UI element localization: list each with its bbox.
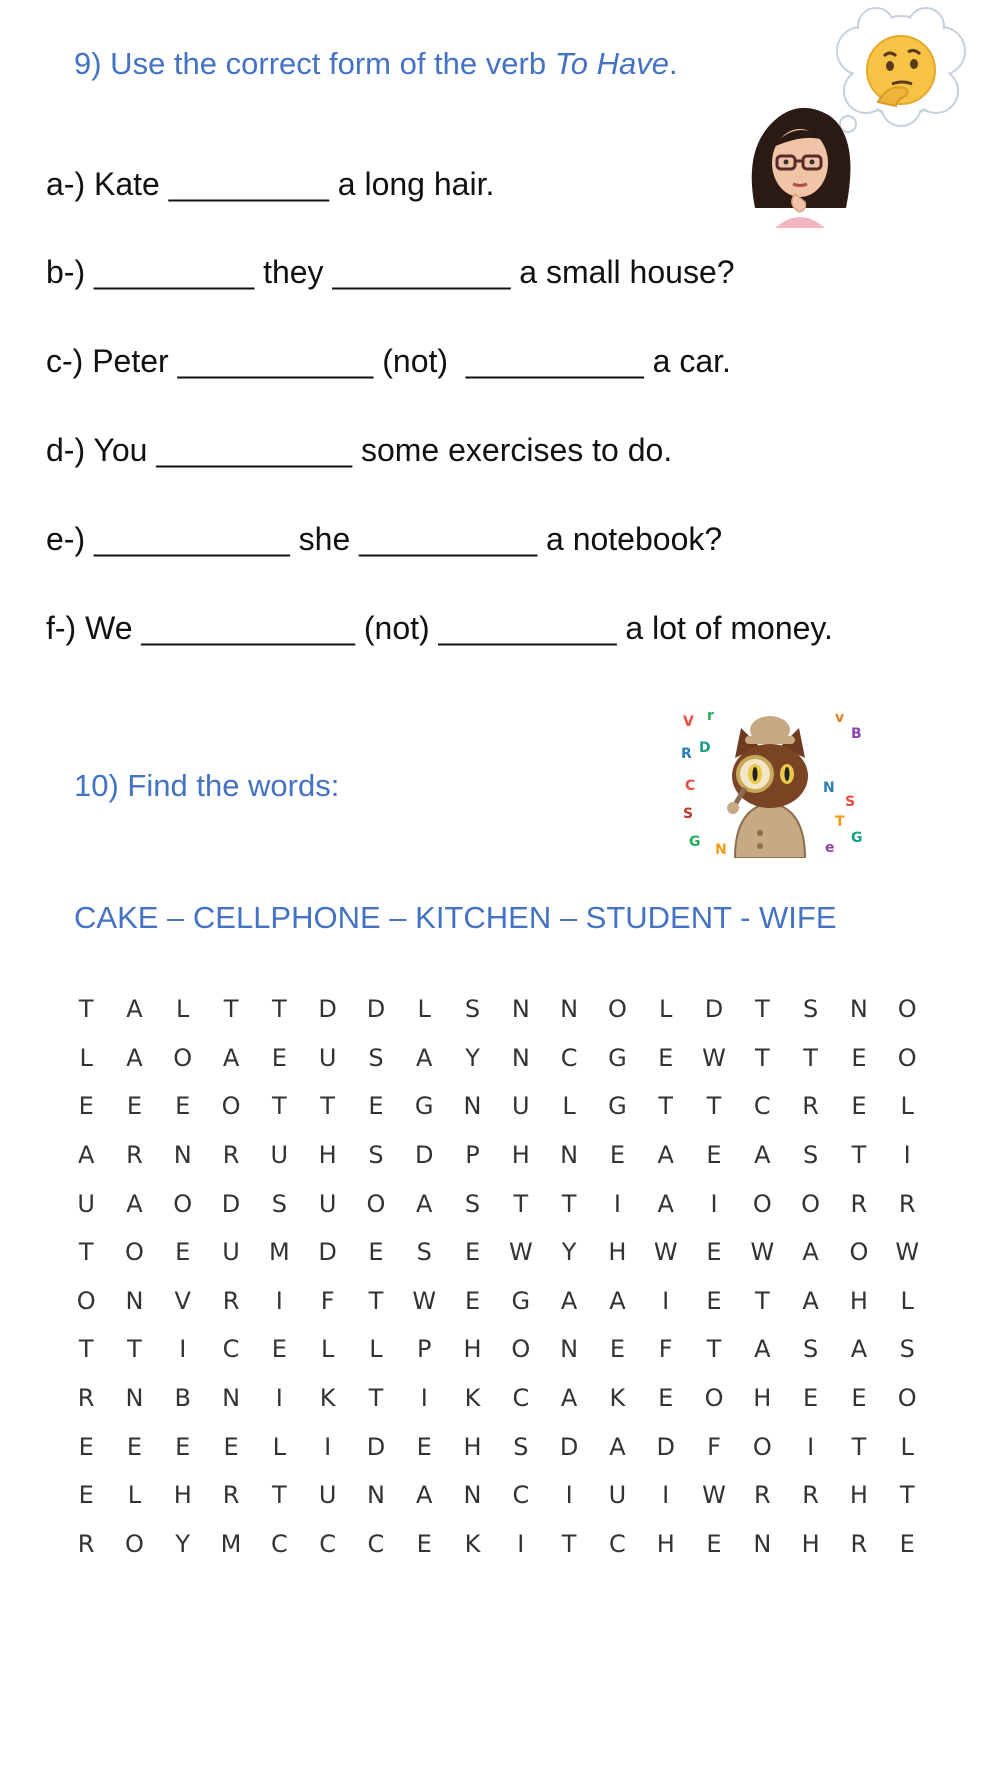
grid-letter[interactable]: E (899, 1529, 915, 1558)
task10-title: 10) Find the words: (74, 768, 340, 803)
sentence-text: c-) Peter (46, 343, 178, 379)
grid-letter[interactable]: W (750, 1238, 775, 1267)
grid-letter[interactable]: E (416, 1529, 432, 1558)
grid-letter[interactable]: U (77, 1189, 95, 1218)
task9-title-suffix: . (669, 46, 678, 81)
grid-letter[interactable]: D (656, 1432, 675, 1461)
grid-letter[interactable]: W (895, 1238, 920, 1267)
grid-letter[interactable]: A (754, 1141, 771, 1170)
grid-letter[interactable]: W (702, 1043, 726, 1072)
grid-letter[interactable]: E (126, 1432, 143, 1461)
grid-letter[interactable]: O (752, 1189, 772, 1218)
grid-letter[interactable]: C (753, 1092, 771, 1121)
grid-letter[interactable]: T (754, 1043, 770, 1072)
grid-letter[interactable]: M (220, 1529, 242, 1558)
sentence-text: a-) Kate (46, 166, 169, 202)
grid-letter[interactable]: O (849, 1238, 869, 1267)
grid-letter[interactable]: D (559, 1432, 579, 1461)
grid-letter[interactable]: S (899, 1335, 915, 1364)
grid-letter[interactable]: B (174, 1384, 191, 1413)
grid-letter[interactable]: H (849, 1481, 868, 1510)
grid-letter[interactable]: T (127, 1335, 142, 1364)
grid-letter[interactable]: N (753, 1529, 772, 1558)
grid-letter[interactable]: Y (175, 1529, 191, 1558)
grid-letter[interactable]: T (78, 995, 94, 1024)
grid-letter[interactable]: O (173, 1043, 193, 1072)
grid-letter[interactable]: Y (561, 1238, 577, 1267)
grid-letter[interactable]: A (222, 1043, 240, 1072)
grid-letter[interactable]: T (658, 1092, 674, 1121)
svg-text:C: C (685, 778, 696, 794)
grid-letter[interactable]: A (754, 1335, 771, 1364)
grid-letter[interactable]: L (659, 995, 673, 1024)
grid-row (62, 1277, 931, 1326)
grid-letter[interactable]: A (657, 1141, 674, 1170)
svg-text:v: v (835, 710, 845, 726)
svg-text:e: e (825, 840, 835, 856)
grid-letter[interactable]: U (222, 1238, 240, 1267)
sentence-a (46, 166, 494, 203)
svg-text:B: B (851, 726, 862, 742)
grid-letter[interactable]: E (706, 1286, 722, 1315)
grid-letter[interactable]: H (753, 1384, 772, 1413)
grid-letter[interactable]: G (608, 1092, 627, 1121)
svg-text:V: V (683, 714, 694, 730)
grid-letter[interactable]: A (850, 1335, 868, 1364)
grid-letter[interactable]: A (416, 1189, 433, 1218)
grid-letter[interactable]: L (272, 1432, 287, 1461)
grid-letter[interactable]: O (173, 1189, 193, 1218)
grid-letter[interactable]: R (222, 1481, 240, 1510)
grid-letter[interactable]: T (78, 1238, 94, 1267)
grid-letter[interactable]: S (513, 1432, 529, 1461)
grid-letter[interactable]: I (613, 1189, 621, 1218)
sentence-text: (not) (373, 343, 466, 379)
grid-letter[interactable]: R (802, 1481, 819, 1510)
grid-letter[interactable]: E (464, 1286, 481, 1315)
grid-letter[interactable]: E (175, 1092, 191, 1121)
grid-letter[interactable]: N (125, 1384, 144, 1413)
grid-letter[interactable]: E (658, 1384, 674, 1413)
grid-letter[interactable]: E (271, 1335, 287, 1364)
grid-letter[interactable]: N (511, 995, 530, 1024)
grid-letter[interactable]: W (653, 1238, 678, 1267)
grid-row (62, 1131, 931, 1180)
sentence-text: d-) You (46, 432, 157, 468)
grid-letter[interactable]: R (850, 1529, 868, 1558)
grid-row (62, 985, 931, 1034)
grid-letter[interactable]: N (173, 1141, 192, 1170)
grid-letter[interactable]: H (656, 1529, 675, 1558)
grid-letter[interactable]: S (464, 1189, 481, 1218)
grid-letter[interactable]: T (754, 1286, 770, 1315)
grid-letter[interactable]: S (802, 1141, 819, 1170)
grid-letter[interactable]: O (76, 1286, 96, 1315)
grid-letter[interactable]: N (560, 1141, 579, 1170)
grid-letter[interactable]: E (658, 1043, 674, 1072)
grid-letter[interactable]: G (414, 1092, 434, 1121)
grid-letter[interactable]: T (513, 1189, 529, 1218)
grid-letter[interactable]: L (320, 1335, 335, 1364)
grid-letter[interactable]: D (221, 1189, 241, 1218)
svg-text:R: R (681, 746, 692, 762)
svg-text:N: N (715, 842, 727, 858)
grid-letter[interactable]: C (609, 1529, 626, 1558)
grid-letter[interactable]: S (802, 1335, 819, 1364)
grid-letter[interactable]: O (221, 1092, 241, 1121)
grid-letter[interactable]: M (268, 1238, 290, 1267)
grid-letter[interactable]: I (275, 1384, 283, 1413)
grid-letter[interactable]: T (368, 1384, 384, 1413)
grid-letter[interactable]: O (752, 1432, 772, 1461)
grid-letter[interactable]: E (78, 1432, 94, 1461)
svg-text:N: N (823, 780, 835, 796)
answer-blank[interactable]: ___________ (156, 432, 353, 468)
svg-text:S: S (683, 806, 694, 822)
sentence-text: f-) We (46, 610, 142, 646)
grid-letter[interactable]: D (318, 1238, 337, 1267)
grid-letter[interactable]: V (174, 1286, 191, 1315)
grid-letter[interactable]: S (802, 995, 819, 1024)
grid-letter[interactable]: U (318, 1189, 337, 1218)
grid-letter[interactable]: O (366, 1189, 386, 1218)
grid-letter[interactable]: L (417, 995, 431, 1024)
grid-letter[interactable]: D (366, 995, 386, 1024)
sentence-text: a small house? (510, 254, 735, 290)
detective-cat-illustration (675, 708, 865, 858)
grid-letter[interactable]: N (560, 995, 579, 1024)
grid-letter[interactable]: L (562, 1092, 576, 1121)
sentence-text: (not) (354, 610, 439, 646)
answer-blank[interactable]: ____________ (141, 610, 355, 646)
answer-blank[interactable]: ___________ (94, 521, 290, 557)
grid-row (62, 1082, 931, 1131)
sentence-text: a lot of money. (616, 610, 833, 646)
grid-letter[interactable]: C (222, 1335, 240, 1364)
grid-row (62, 1034, 931, 1083)
grid-letter[interactable]: O (801, 1189, 821, 1218)
grid-letter[interactable]: A (560, 1384, 578, 1413)
grid-letter[interactable]: K (609, 1384, 626, 1413)
grid-letter[interactable]: A (126, 1043, 143, 1072)
grid-row (62, 1179, 931, 1228)
grid-letter[interactable]: E (126, 1092, 143, 1121)
grid-letter[interactable]: D (704, 995, 724, 1024)
grid-letter[interactable]: T (851, 1141, 867, 1170)
svg-text:G: G (851, 830, 863, 846)
grid-letter[interactable]: R (222, 1141, 240, 1170)
sentence-text: they (254, 254, 333, 290)
grid-letter[interactable]: S (271, 1189, 287, 1218)
grid-row (62, 1471, 931, 1520)
grid-letter[interactable]: E (706, 1238, 722, 1267)
grid-letter[interactable]: H (463, 1335, 482, 1364)
grid-letter[interactable]: O (897, 1043, 917, 1072)
grid-letter[interactable]: H (463, 1432, 482, 1461)
grid-letter[interactable]: U (318, 1481, 337, 1510)
grid-letter[interactable]: T (272, 995, 287, 1024)
grid-letter[interactable]: E (416, 1432, 432, 1461)
sentence-text: she (289, 521, 360, 557)
grid-letter[interactable]: W (412, 1286, 437, 1315)
grid-letter[interactable]: O (897, 995, 917, 1024)
answer-blank[interactable]: ___________ (177, 343, 374, 379)
sentence-d (46, 432, 672, 469)
grid-letter[interactable]: R (850, 1189, 868, 1218)
grid-letter[interactable]: I (807, 1432, 815, 1461)
grid-letter[interactable]: N (849, 995, 868, 1024)
grid-letter[interactable]: R (802, 1092, 819, 1121)
svg-text:r: r (707, 708, 714, 724)
grid-letter[interactable]: G (511, 1286, 531, 1315)
task9-title-prefix: 9) Use the correct form of the verb (74, 46, 555, 81)
sentence-f (46, 610, 833, 647)
grid-letter[interactable]: N (125, 1286, 144, 1315)
grid-letter[interactable]: P (465, 1141, 480, 1170)
thinking-face-icon (867, 36, 935, 106)
answer-blank[interactable]: __________ (359, 521, 538, 557)
grid-letter[interactable]: E (78, 1481, 94, 1510)
grid-letter[interactable]: R (77, 1529, 95, 1558)
grid-letter[interactable]: T (272, 1481, 287, 1510)
sentence-text: some exercises to do. (352, 432, 673, 468)
grid-letter[interactable]: T (851, 1432, 867, 1461)
grid-letter[interactable]: E (803, 1384, 819, 1413)
grid-letter[interactable]: N (366, 1481, 385, 1510)
grid-letter[interactable]: N (511, 1043, 530, 1072)
grid-letter[interactable]: I (420, 1384, 428, 1413)
grid-letter[interactable]: E (271, 1043, 287, 1072)
grid-letter[interactable]: H (318, 1141, 337, 1170)
grid-letter[interactable]: C (512, 1481, 530, 1510)
grid-letter[interactable]: F (658, 1335, 673, 1364)
grid-letter[interactable]: E (223, 1432, 239, 1461)
sentence-c (46, 343, 731, 380)
grid-letter[interactable]: A (126, 995, 143, 1024)
grid-letter[interactable]: G (608, 1043, 627, 1072)
grid-letter[interactable]: C (560, 1043, 578, 1072)
grid-letter[interactable]: W (702, 1481, 726, 1510)
svg-text:S: S (845, 794, 856, 810)
grid-row (62, 1325, 931, 1374)
grid-letter[interactable]: O (704, 1384, 724, 1413)
grid-letter[interactable]: L (79, 1043, 93, 1072)
grid-letter[interactable]: T (368, 1286, 384, 1315)
grid-letter[interactable]: E (78, 1092, 94, 1121)
grid-letter[interactable]: O (125, 1529, 144, 1558)
grid-letter[interactable]: O (511, 1335, 531, 1364)
sentence-b (46, 254, 735, 291)
grid-letter[interactable]: P (416, 1335, 432, 1364)
grid-letter[interactable]: C (512, 1384, 530, 1413)
svg-text:T: T (835, 814, 845, 830)
grid-letter[interactable]: H (173, 1481, 192, 1510)
grid-letter[interactable]: E (175, 1238, 191, 1267)
grid-letter[interactable]: E (368, 1238, 384, 1267)
grid-letter[interactable]: K (464, 1384, 481, 1413)
grid-letter[interactable]: E (368, 1092, 384, 1121)
grid-letter[interactable]: R (753, 1481, 771, 1510)
grid-letter[interactable]: T (223, 995, 239, 1024)
grid-letter[interactable]: R (222, 1286, 240, 1315)
grid-letter[interactable]: A (802, 1238, 819, 1267)
sentence-text: a car. (643, 343, 731, 379)
grid-letter[interactable]: U (270, 1141, 289, 1170)
grid-letter[interactable]: L (176, 995, 190, 1024)
task9-title-verb: To Have (554, 46, 669, 81)
grid-letter[interactable]: D (366, 1432, 386, 1461)
grid-letter[interactable]: T (803, 1043, 818, 1072)
grid-letter[interactable]: S (368, 1141, 384, 1170)
grid-letter[interactable]: A (416, 1481, 433, 1510)
grid-letter[interactable]: E (175, 1432, 191, 1461)
word-search-grid (62, 985, 931, 1568)
grid-letter[interactable]: A (609, 1286, 626, 1315)
grid-letter[interactable]: C (270, 1529, 288, 1558)
grid-letter[interactable]: N (222, 1384, 241, 1413)
svg-text:D: D (699, 740, 711, 756)
sentence-e (46, 521, 722, 558)
grid-letter[interactable]: R (77, 1384, 95, 1413)
grid-letter[interactable]: T (272, 1092, 287, 1121)
grid-letter[interactable]: L (900, 1092, 914, 1121)
grid-row (62, 1422, 931, 1471)
grid-letter[interactable]: H (511, 1141, 530, 1170)
grid-letter[interactable]: I (275, 1286, 283, 1315)
grid-letter[interactable]: I (324, 1432, 332, 1461)
grid-letter[interactable]: F (320, 1286, 335, 1315)
grid-letter[interactable]: L (900, 1432, 914, 1461)
grid-letter[interactable]: W (508, 1238, 533, 1267)
grid-letter[interactable]: O (607, 995, 627, 1024)
grid-letter[interactable]: T (706, 1335, 722, 1364)
grid-letter[interactable]: C (319, 1529, 337, 1558)
grid-letter[interactable]: K (464, 1529, 481, 1558)
grid-letter[interactable]: D (414, 1141, 434, 1170)
grid-letter[interactable]: S (416, 1238, 432, 1267)
sentence-text: e-) (46, 521, 94, 557)
grid-letter[interactable]: E (464, 1238, 481, 1267)
grid-letter[interactable]: E (851, 1092, 867, 1121)
answer-blank[interactable]: __________ (332, 254, 511, 290)
answer-blank[interactable]: _________ (94, 254, 255, 290)
grid-letter[interactable]: C (367, 1529, 385, 1558)
grid-row (62, 1374, 931, 1423)
grid-letter[interactable]: O (897, 1384, 917, 1413)
grid-letter[interactable]: U (608, 1481, 627, 1510)
word-list: CAKE – CELLPHONE – KITCHEN – STUDENT - WIFE (74, 900, 837, 935)
grid-letter[interactable]: A (416, 1043, 433, 1072)
grid-letter[interactable]: A (609, 1432, 626, 1461)
grid-letter[interactable]: N (560, 1335, 579, 1364)
grid-letter[interactable]: I (662, 1481, 670, 1510)
grid-letter[interactable]: S (464, 995, 481, 1024)
grid-letter[interactable]: L (900, 1286, 914, 1315)
grid-letter[interactable]: H (849, 1286, 868, 1315)
grid-letter[interactable]: L (127, 1481, 142, 1510)
grid-row (62, 1520, 931, 1569)
grid-letter[interactable]: E (706, 1529, 722, 1558)
answer-blank[interactable]: __________ (465, 343, 644, 379)
grid-letter[interactable]: D (318, 995, 337, 1024)
grid-letter[interactable]: Y (465, 1043, 480, 1072)
grid-letter[interactable]: F (707, 1432, 721, 1461)
grid-letter[interactable]: A (560, 1286, 578, 1315)
grid-letter[interactable]: T (561, 1189, 577, 1218)
grid-letter[interactable]: I (179, 1335, 187, 1364)
sentence-text: a notebook? (537, 521, 723, 557)
grid-letter[interactable]: I (903, 1141, 911, 1170)
grid-letter[interactable]: T (78, 1335, 94, 1364)
grid-letter[interactable]: L (369, 1335, 383, 1364)
sentence-text: a long hair. (328, 166, 495, 202)
grid-letter[interactable]: I (517, 1529, 525, 1558)
grid-letter[interactable]: I (710, 1189, 718, 1218)
grid-letter[interactable]: E (851, 1384, 867, 1413)
grid-letter[interactable]: A (657, 1189, 674, 1218)
grid-letter[interactable]: A (802, 1286, 819, 1315)
answer-blank[interactable]: _________ (168, 166, 329, 202)
grid-letter[interactable]: E (609, 1141, 625, 1170)
grid-letter[interactable]: U (318, 1043, 337, 1072)
grid-letter[interactable]: H (608, 1238, 627, 1267)
sentence-text: b-) (46, 254, 94, 290)
grid-letter[interactable]: T (706, 1092, 722, 1121)
grid-letter[interactable]: H (801, 1529, 820, 1558)
grid-row (62, 1228, 931, 1277)
grid-letter[interactable]: S (368, 1043, 384, 1072)
grid-letter[interactable]: A (77, 1141, 95, 1170)
answer-blank[interactable]: __________ (438, 610, 617, 646)
grid-letter[interactable]: N (463, 1481, 482, 1510)
grid-letter[interactable]: T (899, 1481, 915, 1510)
grid-letter[interactable]: N (463, 1092, 482, 1121)
grid-letter[interactable]: E (609, 1335, 625, 1364)
grid-letter[interactable]: I (662, 1286, 670, 1315)
grid-letter[interactable]: U (512, 1092, 530, 1121)
grid-letter[interactable]: E (706, 1141, 722, 1170)
grid-letter[interactable]: T (754, 995, 770, 1024)
grid-letter[interactable]: T (320, 1092, 335, 1121)
task9-title (74, 46, 678, 82)
grid-letter[interactable]: I (565, 1481, 573, 1510)
grid-letter[interactable]: K (319, 1384, 336, 1413)
svg-text:G: G (689, 834, 701, 850)
grid-letter[interactable]: R (126, 1141, 143, 1170)
grid-letter[interactable]: R (898, 1189, 916, 1218)
grid-letter[interactable]: O (125, 1238, 144, 1267)
grid-letter[interactable]: T (561, 1529, 577, 1558)
grid-letter[interactable]: A (126, 1189, 143, 1218)
teacher-avatar (735, 98, 865, 228)
grid-letter[interactable]: E (851, 1043, 867, 1072)
